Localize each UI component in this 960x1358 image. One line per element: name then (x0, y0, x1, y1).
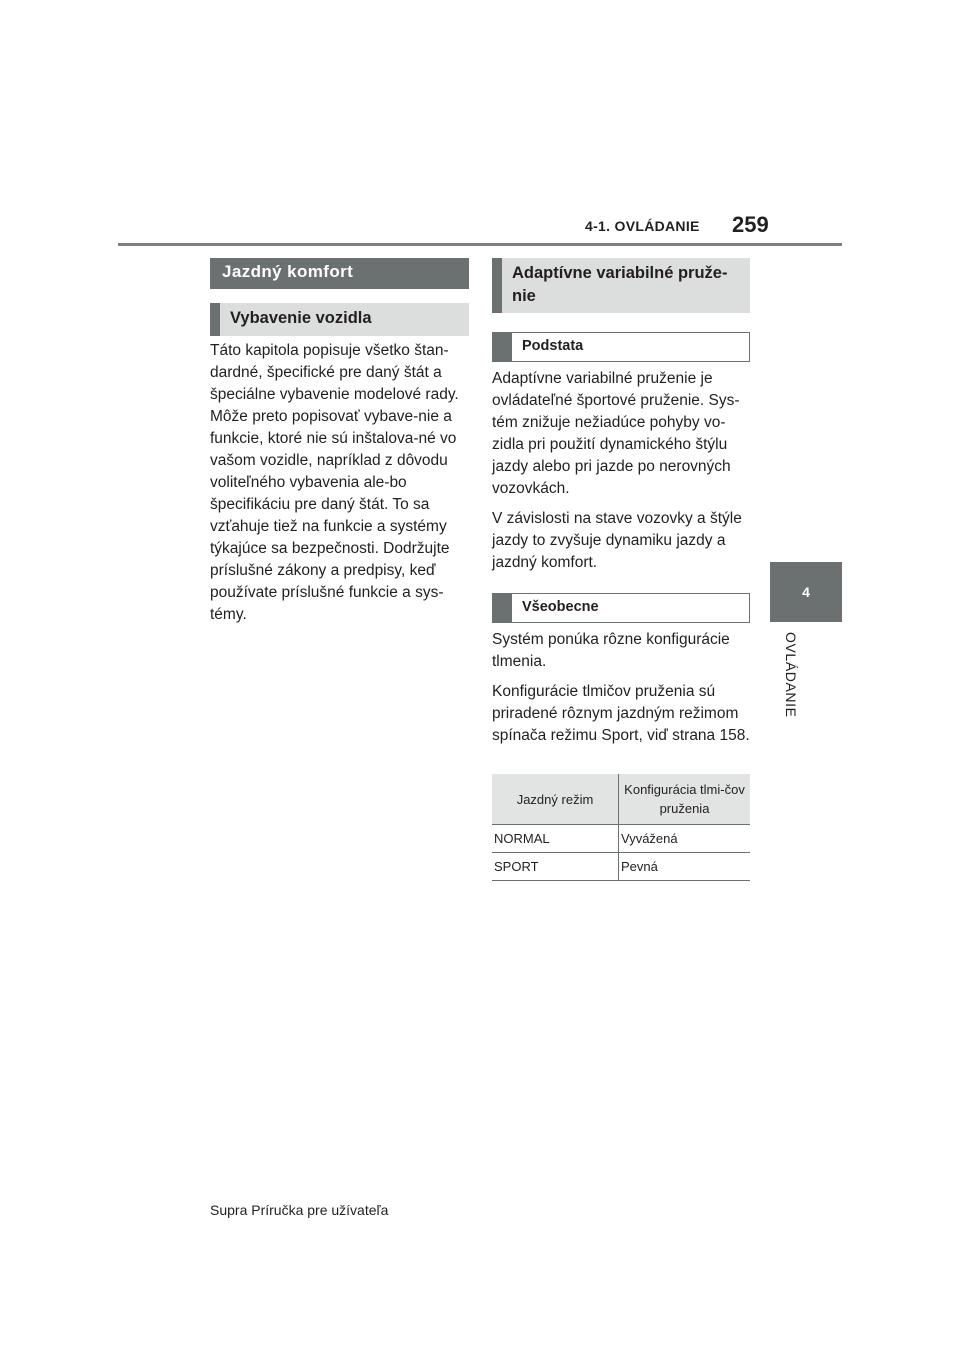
table-row (492, 825, 750, 853)
damping-table-wrapper (492, 774, 750, 881)
chapter-tab: 4 (770, 562, 842, 622)
footer-text: Supra Príručka pre užívateľa (210, 1202, 389, 1218)
paragraph: Táto kapitola popisuje všetko štan-dardné, špecifické pre daný štát a špeciálne vybavenie modelové rady. Môže preto popisovať vybave-nie a funkcie, ktoré nie sú inštalova-né vo vašom vozidle, napríklad z dôvodu voliteľného vybavenia ale-bo špecifikáciu pre daný štát. To sa vzťahuje tiež na funkcie a systémy týkajúce sa bezpečnosti. Dodržujte príslušné zákony a predpisy, keď používate príslušné funkcie a sys-témy. (210, 342, 459, 623)
subsection-title: Vybavenie vozidla (210, 303, 469, 336)
paragraph: V závislosti na stave vozovky a štýle jazdy to zvyšuje dynamiku jazdy a jazdný komfort. (492, 510, 742, 571)
table-cell: Pevná (619, 853, 751, 881)
table-header-row (492, 774, 750, 825)
box-body (492, 368, 754, 582)
paragraph: Konfigurácie tlmičov pruženia sú priradené rôznym jazdným režimom spínača režimu Sport, viď strana 158. (492, 683, 750, 744)
page-number: 259 (732, 212, 769, 237)
section-title: Jazdný komfort (210, 258, 469, 289)
table-cell: SPORT (492, 853, 619, 881)
paragraph: Systém ponúka rôzne konfigurácie tlmenia. (492, 631, 730, 670)
damping-table (492, 774, 750, 881)
paragraph: Adaptívne variabilné pruženie je ovládateľné športové pruženie. Sys-tém znižuje nežiadúce pohyby vo-zidla pri použití dynamického štýlu jazdy alebo pri jazde po nerovných vozovkách. (492, 370, 740, 497)
header-divider (118, 243, 842, 246)
left-column-body (210, 340, 472, 634)
box-heading: Podstata (492, 332, 750, 362)
box-heading: Všeobecne (492, 593, 750, 623)
table-header-cell: Konfigurácia tlmi-čov pruženia (619, 774, 751, 825)
box-body (492, 629, 754, 755)
table-row (492, 853, 750, 881)
table-header-cell: Jazdný režim (492, 774, 619, 825)
table-cell: NORMAL (492, 825, 619, 853)
chapter-tab-label: OVLÁDANIE (783, 632, 799, 718)
subsection-title: Adaptívne variabilné pruže-nie (492, 258, 750, 313)
table-cell: Vyvážená (619, 825, 751, 853)
chapter-title: 4-1. OVLÁDANIE (585, 218, 700, 234)
